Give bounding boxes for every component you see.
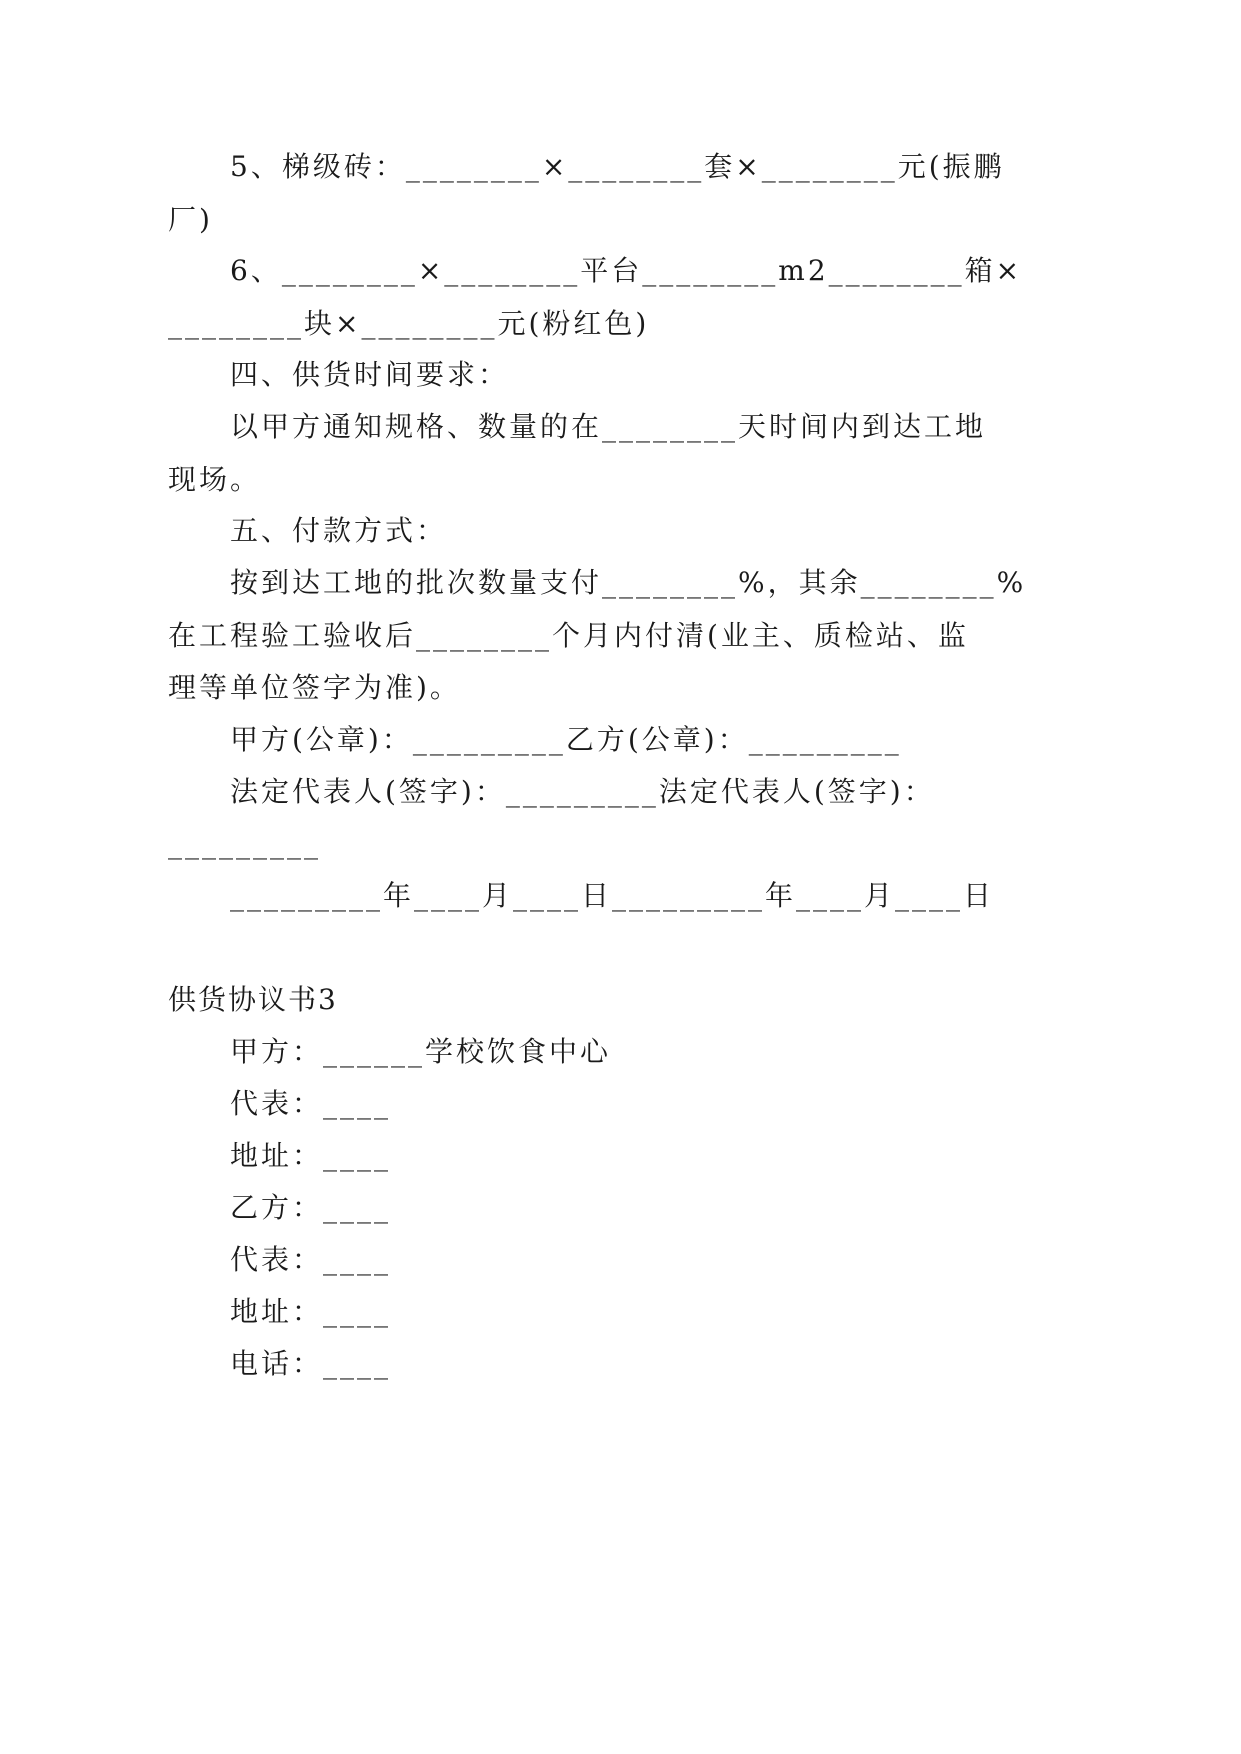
delivery-time-continuation: 现场。 [168,463,262,496]
seal-line: 甲方(公章)：_________乙方(公章)：_________ [230,723,902,756]
item-5-continuation: 厂) [168,203,213,236]
item-6-continuation: ________块×________元(粉红色) [168,307,650,340]
party-b: 乙方：____ [230,1191,392,1224]
item-6: 6、________×________平台________m2________箱× [230,254,1023,287]
party-a: 甲方：______学校饮食中心 [230,1035,612,1068]
party-b-address: 地址：____ [230,1295,392,1328]
section-4-heading: 四、供货时间要求： [230,358,510,391]
delivery-time-text: 以甲方通知规格、数量的在________天时间内到达工地 [230,410,987,443]
representative-signature-line: 法定代表人(签字)：_________法定代表人(签字)： [230,775,935,808]
item-5-ladder-brick: 5、梯级砖：________×________套×________元(振鹏 [230,150,1005,183]
date-line: _________年____月____日_________年____月____日 [230,879,995,912]
party-a-address: 地址：____ [230,1139,392,1172]
signature-blank: _________ [168,827,321,860]
party-b-phone: 电话：____ [230,1347,392,1380]
payment-text: 按到达工地的批次数量支付________%，其余________% [230,566,1027,599]
agreement-title: 供货协议书3 [168,983,338,1016]
section-5-heading: 五、付款方式： [230,514,448,547]
party-b-representative: 代表：____ [230,1243,392,1276]
payment-continuation-2: 理等单位签字为准)。 [168,671,461,704]
party-a-representative: 代表：____ [230,1087,392,1120]
payment-continuation-1: 在工程验工验收后________个月内付清(业主、质检站、监 [168,619,969,652]
